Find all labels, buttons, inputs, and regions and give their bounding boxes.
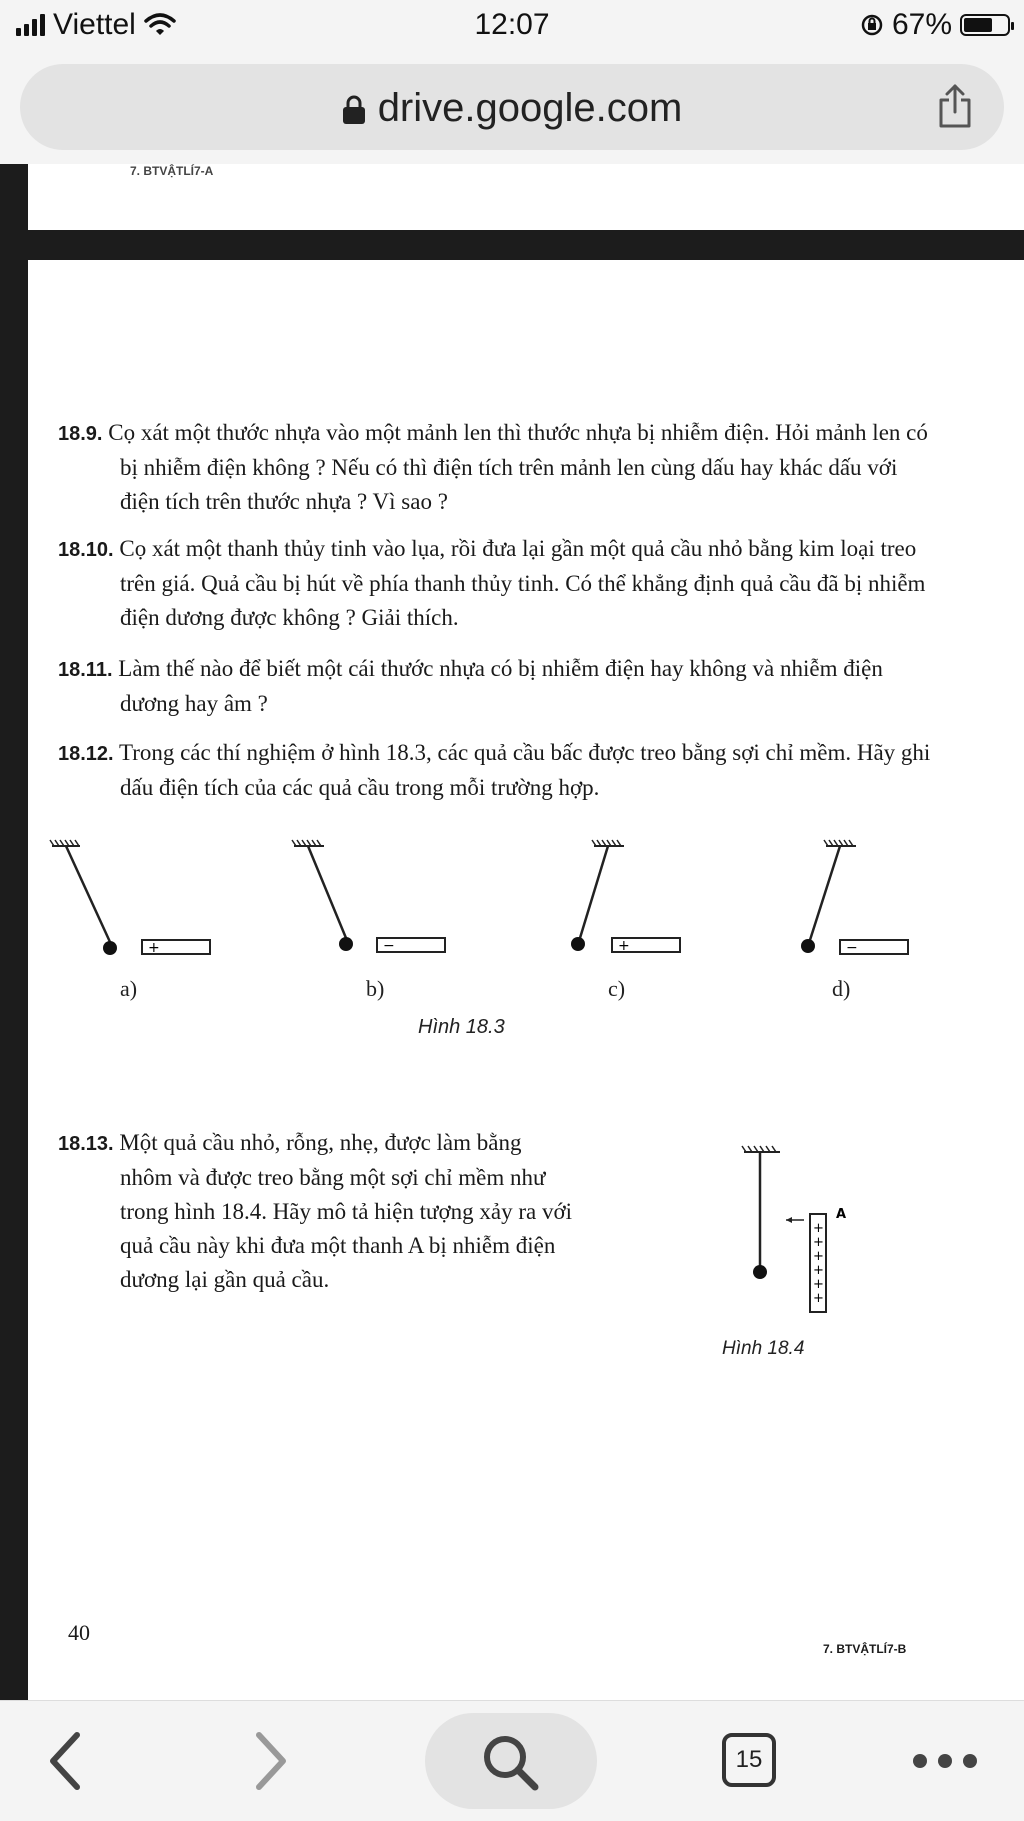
panel-c-sign: + — [618, 938, 630, 954]
panel-b-pendulum — [292, 840, 445, 954]
more-button[interactable] — [900, 1701, 990, 1821]
back-icon — [45, 1729, 85, 1793]
panel-b-label: b) — [366, 976, 385, 1001]
document-page[interactable] — [28, 260, 1024, 1700]
forward-button[interactable] — [236, 1701, 306, 1821]
share-icon[interactable] — [936, 82, 974, 130]
panel-a-label: a) — [120, 976, 138, 1001]
carrier-name: Viettel — [53, 8, 136, 41]
panel-d-pendulum — [801, 840, 908, 956]
tabs-button[interactable]: 15 — [722, 1733, 776, 1787]
svg-text:+: + — [813, 1221, 824, 1236]
more-icon — [910, 1751, 980, 1771]
svg-text:+: + — [813, 1263, 824, 1278]
status-right — [860, 8, 1010, 42]
question-18-9: 18.9. Cọ xát một thước nhựa vào một mảnh len thì thước nhựa bị nhiễm điện. Hỏi mảnh len có bị nhiễm điện không ? Nếu có thì điện tích trên mảnh len cùng dấu hay khác dấu với điện tích trên thước nhựa ? Vì sao ? — [58, 420, 928, 514]
svg-text:+: + — [813, 1249, 824, 1264]
rod-a-label: A — [836, 1207, 847, 1222]
svg-text:+: + — [813, 1235, 824, 1250]
panel-a-pendulum — [50, 840, 210, 956]
figure-18-3 — [28, 830, 1024, 980]
orientation-lock-icon — [860, 13, 884, 37]
page-number: 40 — [68, 1620, 90, 1645]
question-18-10: 18.10. Cọ xát một thanh thủy tinh vào lụa, rồi đưa lại gần một quả cầu nhỏ bằng kim loại treo trên giá. Quả cầu bị hút về phía thanh thủy tinh. Có thể khẳng định quả cầu đã bị nhiễm điện dương được không ? Giải thích. — [58, 536, 926, 630]
figure-18-3-caption: Hình 18.3 — [418, 1016, 505, 1038]
search-icon — [479, 1731, 543, 1795]
back-button[interactable] — [30, 1701, 100, 1821]
url-text: drive.google.com — [377, 86, 683, 130]
question-18-11: 18.11. Làm thế nào để biết một cái thước nhựa có bị nhiễm điện hay không và nhiễm điện dương hay âm ? — [58, 656, 883, 716]
search-button[interactable] — [425, 1713, 597, 1809]
lock-icon — [342, 95, 366, 125]
page-separator — [28, 230, 1024, 260]
forward-icon — [251, 1729, 291, 1793]
browser-toolbar — [0, 52, 1024, 164]
figure-18-4-caption: Hình 18.4 — [722, 1338, 805, 1359]
panel-a-sign: + — [148, 940, 160, 956]
question-18-12: 18.12. Trong các thí nghiệm ở hình 18.3, các quả cầu bấc được treo bằng sợi chỉ mềm. Hãy ghi dấu điện tích của các quả cầu trong mỗi trường hợp. — [58, 740, 931, 800]
panel-c-label: c) — [608, 976, 626, 1001]
rod-charges — [813, 1221, 824, 1306]
address-bar[interactable] — [20, 64, 1004, 150]
battery-icon — [960, 14, 1010, 36]
question-18-13: 18.13. Một quả cầu nhỏ, rỗng, nhẹ, được làm bằng nhôm và được treo bằng một sợi chỉ mềm như trong hình 18.4. Hãy mô tả hiện tượng xảy ra với quả cầu này khi đưa một thanh A bị nhiễm điện dương lại gần quả cầu. — [58, 1130, 572, 1292]
clock: 12:07 — [474, 8, 550, 41]
panel-d-label: d) — [832, 976, 851, 1001]
svg-text:+: + — [813, 1277, 824, 1292]
previous-page-label: 7. BTVẬTLÍ7-A — [130, 164, 214, 178]
footer-label: 7. BTVẬTLÍ7-B — [823, 1642, 907, 1656]
panel-b-sign: − — [383, 938, 395, 954]
panel-d-sign: − — [846, 940, 858, 956]
status-bar — [0, 0, 1024, 52]
viewer-left-edge — [0, 164, 28, 1700]
bottom-toolbar — [0, 1700, 1024, 1821]
panel-c-pendulum — [571, 840, 680, 954]
svg-text:+: + — [813, 1291, 824, 1306]
battery-percent: 67% — [891, 8, 952, 41]
figure-18-4 — [688, 1136, 847, 1356]
